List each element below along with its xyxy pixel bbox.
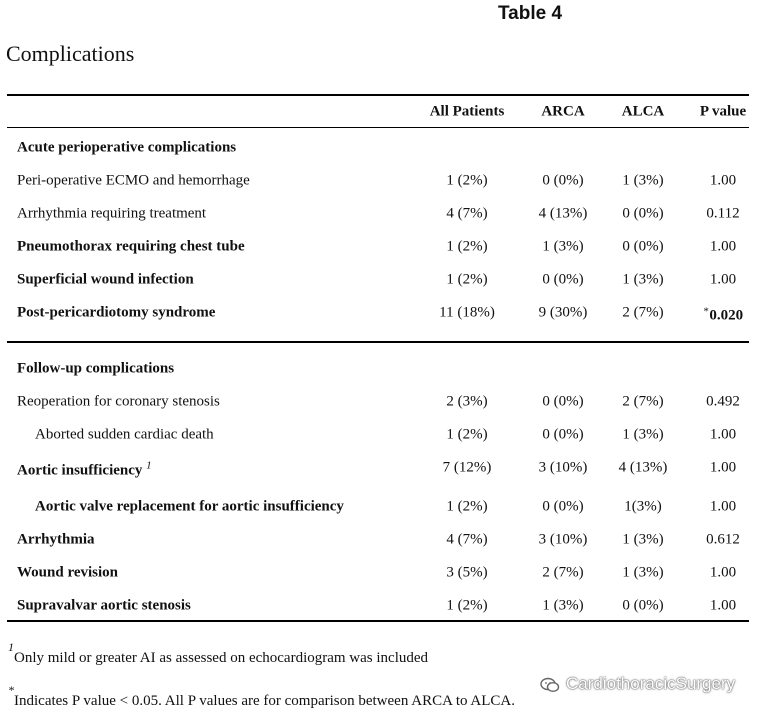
cell-alca: 0 (0%) xyxy=(622,205,664,221)
cell-all: 11 (18%) xyxy=(439,304,495,320)
footnote-mark: 1 xyxy=(8,640,14,654)
cell-p: 1.00 xyxy=(709,459,737,475)
cell-p: 1.00 xyxy=(709,498,737,514)
footnote-text: Only mild or greater AI as assessed on echocardiogram was included xyxy=(14,650,429,666)
watermark-text: CardiothoracicSurgery xyxy=(566,674,736,693)
row-label-text: Aortic insufficiency xyxy=(17,462,143,479)
cell-arca: 3 (10%) xyxy=(538,531,588,547)
row-label: Reoperation for coronary stenosis xyxy=(17,393,220,409)
cell-all: 1 (2%) xyxy=(446,597,488,613)
col-header-alca: ALCA xyxy=(621,103,665,119)
cell-p: 1.00 xyxy=(709,271,737,287)
cell-p: 0.612 xyxy=(706,531,740,547)
row-label: Arrhythmia xyxy=(17,531,95,547)
cell-p: 1.00 xyxy=(709,597,737,613)
footnote-mark: 1 xyxy=(146,459,152,472)
cell-alca: 2 (7%) xyxy=(622,393,664,409)
table-row xyxy=(7,523,749,556)
cell-alca: 1 (3%) xyxy=(622,426,664,442)
cell-alca: 0 (0%) xyxy=(622,597,664,613)
cell-arca: 3 (10%) xyxy=(538,459,588,475)
section-rule xyxy=(7,341,749,343)
cell-alca: 1(3%) xyxy=(624,498,662,514)
cell-alca: 1 (3%) xyxy=(622,531,664,547)
cell-alca: 2 (7%) xyxy=(622,304,664,320)
cell-all: 4 (7%) xyxy=(446,531,488,547)
table-row xyxy=(7,556,749,589)
cell-arca: 1 (3%) xyxy=(542,597,584,613)
table-row xyxy=(7,164,749,197)
cell-arca: 0 (0%) xyxy=(542,498,584,514)
cell-all: 2 (3%) xyxy=(446,393,488,409)
cell-p: 1.00 xyxy=(709,564,737,580)
footnote-text: Indicates P value < 0.05. All P values are for comparison between ARCA to ALCA. xyxy=(14,693,516,709)
col-header-all-patients: All Patients xyxy=(429,103,505,119)
cell-p: 0.112 xyxy=(706,205,740,221)
table-row xyxy=(7,589,749,622)
cell-arca: 0 (0%) xyxy=(542,393,584,409)
cell-arca: 0 (0%) xyxy=(542,172,584,188)
significance-mark: * xyxy=(702,305,709,318)
row-label: Arrhythmia requiring treatment xyxy=(17,205,207,221)
cell-alca: 4 (13%) xyxy=(618,459,668,475)
section-title-acute xyxy=(7,131,749,164)
cell-all: 1 (2%) xyxy=(446,172,488,188)
cell-p xyxy=(687,307,759,324)
cell-alca: 0 (0%) xyxy=(622,238,664,254)
row-label xyxy=(17,459,152,479)
cell-arca: 0 (0%) xyxy=(542,426,584,442)
wechat-icon xyxy=(540,677,560,693)
table-caption: Complications xyxy=(6,41,135,66)
cell-p: 0.492 xyxy=(706,393,740,409)
cell-arca: 9 (30%) xyxy=(538,304,588,320)
row-label: Supravalvar aortic stenosis xyxy=(17,597,191,613)
cell-arca: 0 (0%) xyxy=(542,271,584,287)
row-label: Aortic valve replacement for aortic insufficiency xyxy=(35,498,344,514)
table-row xyxy=(7,197,749,230)
table-row xyxy=(7,230,749,263)
cell-arca: 4 (13%) xyxy=(538,205,588,221)
row-label: Aborted sudden cardiac death xyxy=(35,426,214,442)
row-label: Superficial wound infection xyxy=(17,271,194,287)
col-header-arca: ARCA xyxy=(541,103,585,119)
watermark xyxy=(540,674,735,694)
table-label: Table 4 xyxy=(497,3,563,24)
header-row xyxy=(7,95,749,128)
row-label: Peri-operative ECMO and hemorrhage xyxy=(17,172,250,188)
footnote-mark: * xyxy=(8,683,14,697)
section-title: Follow-up complications xyxy=(17,360,175,376)
cell-all: 1 (2%) xyxy=(446,498,488,514)
cell-all: 1 (2%) xyxy=(446,271,488,287)
cell-alca: 1 (3%) xyxy=(622,271,664,287)
section-title-followup xyxy=(7,352,749,385)
row-label: Post-pericardiotomy syndrome xyxy=(17,304,216,320)
row-label: Wound revision xyxy=(17,564,119,580)
cell-alca: 1 (3%) xyxy=(622,564,664,580)
cell-p: 1.00 xyxy=(709,238,737,254)
cell-arca: 2 (7%) xyxy=(542,564,584,580)
table-row xyxy=(7,385,749,418)
cell-all: 3 (5%) xyxy=(446,564,488,580)
section-title: Acute perioperative complications xyxy=(17,139,237,155)
cell-p: 1.00 xyxy=(709,426,737,442)
bottom-rule xyxy=(7,620,749,622)
table-row xyxy=(7,418,749,451)
table-row xyxy=(7,451,749,484)
cell-all: 7 (12%) xyxy=(442,459,492,475)
cell-alca: 1 (3%) xyxy=(622,172,664,188)
row-label: Pneumothorax requiring chest tube xyxy=(17,238,245,254)
cell-p: 1.00 xyxy=(709,172,737,188)
table-row xyxy=(7,490,749,523)
cell-all: 4 (7%) xyxy=(446,205,488,221)
cell-all: 1 (2%) xyxy=(446,238,488,254)
table-row xyxy=(7,263,749,296)
header-rule xyxy=(7,127,749,128)
col-header-p-value: P value xyxy=(699,103,747,119)
p-value-text: 0.020 xyxy=(709,307,744,324)
cell-all: 1 (2%) xyxy=(446,426,488,442)
table-row xyxy=(7,296,749,329)
cell-arca: 1 (3%) xyxy=(542,238,584,254)
